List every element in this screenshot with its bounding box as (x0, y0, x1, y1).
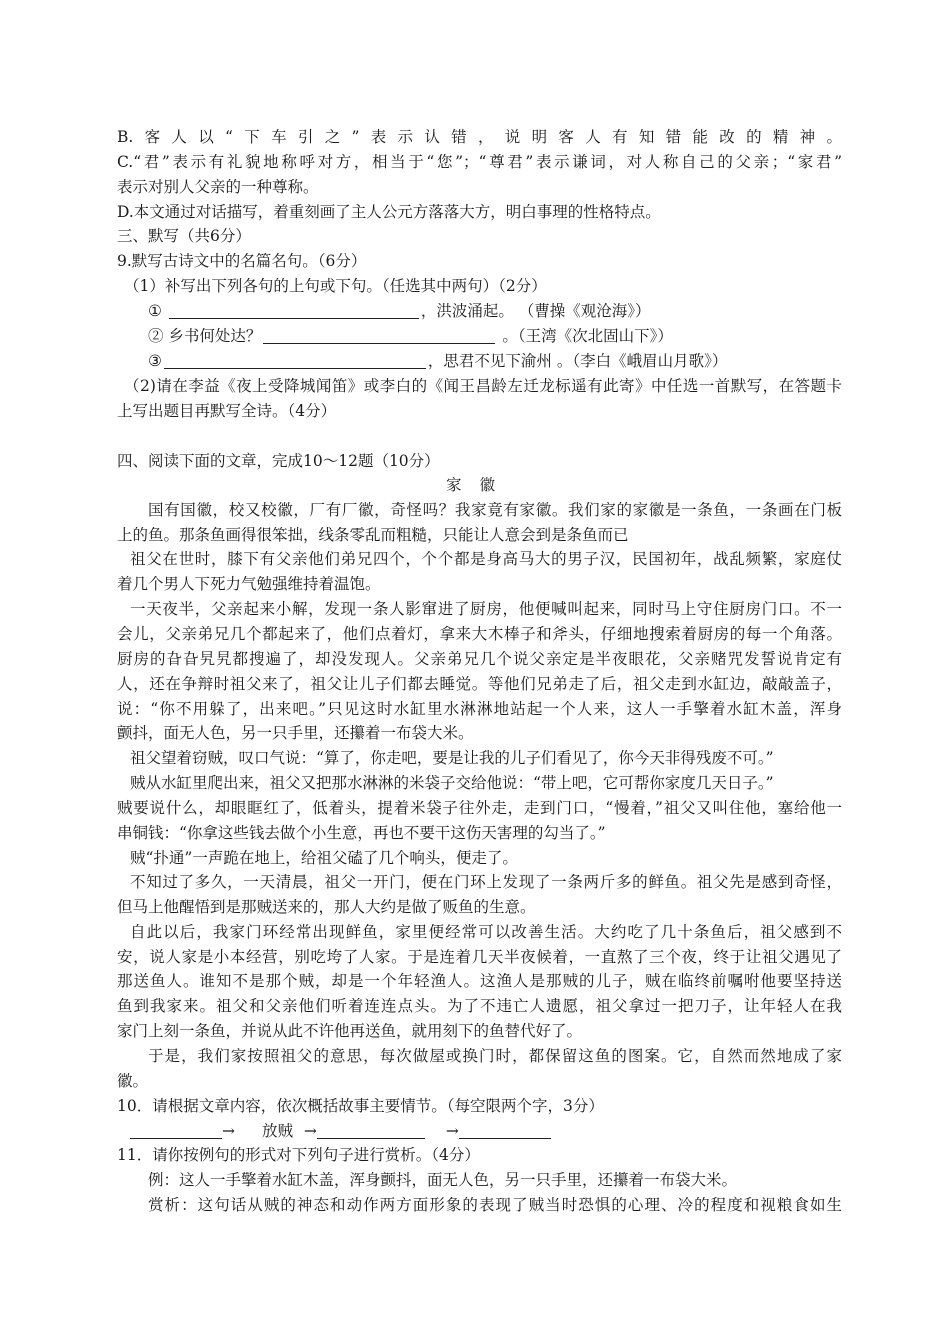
option-c-cont: 表示对别人父亲的一种尊称。 (117, 178, 319, 196)
arrow-icon: → (303, 1122, 317, 1140)
paragraph-8: 自此以后，我家门环经常出现鲜鱼，家里便经常可以改善生活。大约吃了几十条鱼后，祖父感到不 (130, 923, 842, 941)
answer-blank-1[interactable] (169, 302, 419, 319)
item-number-1: ① (148, 302, 162, 320)
paragraph-5-line2: 贼要说什么，却眼眶红了，低着头，提着米袋子往外走，走到门口，“慢着，”祖父又叫住他，塞给他一 (117, 799, 842, 817)
example-analysis: 赏析：这句话从贼的神态和动作两方面形象的表现了贼当时恐惧的心理、冷的程度和视粮食如生 (148, 1196, 842, 1214)
paragraph-3: 一天夜半，父亲起来小解，发现一条人影窜进了厨房，他便喊叫起来，同时马上守住厨房门口。不一 (130, 600, 842, 618)
paragraph-2: 祖父在世时，膝下有父亲他们弟兄四个，个个都是身高马大的男子汉，民国初年，战乱频繁，家庭仗 (130, 550, 842, 568)
plot-blank-1[interactable] (130, 1122, 222, 1139)
paragraph-3-line2: 会儿，父亲弟兄几个都起来了，他们点着灯，拿来大木棒子和斧头，仔细地搜索着厨房的每一个角落。 (117, 625, 842, 643)
paragraph-9: 于是，我们家按照祖父的意思，每次做屋或换门时，都保留这鱼的图案。它，自然而然地成了家 (148, 1047, 842, 1065)
paragraph-1-cont: 上的鱼。那条鱼画得很笨拙，线条零乱而粗糙，只能让人意会到是条鱼而已 (117, 526, 629, 544)
paragraph-4: 祖父望着窃贼，叹口气说：“算了，你走吧，要是让我的儿子们看见了，你今天非得残废不可。” (130, 749, 774, 767)
item-number-3: ③ (148, 352, 162, 370)
question-10: 10．请根据文章内容，依次概括故事主要情节。（每空限两个字，3分） (117, 1097, 604, 1115)
paragraph-6: 贼“扑通”一声跪在地上，给祖父磕了几个响头，便走了。 (130, 849, 518, 867)
paragraph-1: 国有国徽，校又校徽，厂有厂徽，奇怪吗？我家竟有家徽。我们家的家徽是一条鱼，一条画在门板 (148, 501, 842, 519)
question-9-part1: （1）补写出下列各句的上句或下句。（任选其中两句）（2分） (124, 277, 547, 295)
question-11: 11．请你按例句的形式对下列句子进行赏析。（4分） (117, 1146, 480, 1164)
plot-sequence-row (130, 1119, 842, 1143)
fill-line-3-text: ，思君不见下渝州 。（李白《峨眉山月歌》） (427, 352, 728, 370)
fill-line-3 (148, 349, 842, 373)
fill-line-1 (148, 299, 842, 323)
fill-line-2-text: 。（王湾《次北固山下》） (502, 327, 673, 345)
paragraph-9-cont: 徽。 (117, 1072, 149, 1090)
section-four-heading: 四、阅读下面的文章，完成10～12题（10分） (117, 452, 440, 470)
plot-blank-2[interactable] (317, 1122, 425, 1139)
paragraph-5: 贼从水缸里爬出来，祖父又把那水淋淋的米袋子交给他说：“带上吧，它可帮你家度几天日子。” (130, 774, 774, 792)
paragraph-7-cont: 但马上他醒悟到是那贼送来的，那人大约是做了贩鱼的生意。 (117, 898, 536, 916)
option-b: B.客人以“下车引之”表示认错，说明客人有知错能改的精神。 (117, 128, 842, 146)
question-9-part2-cont: 上写出题目再默写全诗。（4分） (117, 402, 337, 420)
paragraph-2-cont: 着几个男人下死力气勉强维持着温饱。 (117, 575, 381, 593)
answer-blank-2[interactable] (263, 327, 495, 344)
fill-line-2 (148, 324, 842, 348)
fill-line-1-text: ，洪波涌起。 （曹操《观沧海》） (420, 302, 651, 320)
paragraph-8-line5: 家门上刻一条鱼，并说从此不许他再送鱼，就用刻下的鱼替代好了。 (117, 1022, 583, 1040)
plot-fixed-step: 放贼 (261, 1122, 293, 1140)
article-title: 家徽 (445, 476, 513, 494)
option-c: C.“君”表示有礼貌地称呼对方，相当于“您”；“尊君”表示谦词，对人称自己的父亲；“家君” (117, 153, 842, 171)
question-9: 9.默写古诗文中的名篇名句。（6分） (117, 252, 367, 270)
paragraph-3-line6: 颤抖，面无人色，另一只手里，还攥着一布袋大米。 (117, 724, 474, 742)
arrow-icon: → (445, 1122, 459, 1140)
paragraph-8-line4: 鱼到我家来。祖父和父亲他们听着连连点头。为了不违亡人遗愿，祖父拿过一把刀子，让年轻人在我 (117, 997, 842, 1015)
paragraph-3-line3: 厨房的旮旮旯旯都搜遍了，却没发现人。父亲弟兄几个说父亲定是半夜眼花，父亲赌咒发誓说肯定有 (117, 650, 842, 668)
paragraph-5-line3: 串铜钱：“你拿这些钱去做个小生意，再也不要干这伤天害理的勾当了。” (117, 824, 606, 842)
paragraph-8-line2: 安，说人家是小本经营，别吃垮了人家。于是连着几天半夜候着，一直熬了三个夜，终于让祖父遇见了 (117, 948, 842, 966)
fill-line-2-prefix: ② 乡书何处达？ (148, 327, 262, 345)
paragraph-7: 不知过了多久，一天清晨，祖父一开门，便在门环上发现了一条两斤多的鲜鱼。祖父先是感到奇怪， (130, 873, 842, 891)
answer-blank-3[interactable] (164, 352, 426, 369)
example-sentence: 例：这人一手擎着水缸木盖，浑身颤抖，面无人色，另一只手里，还攥着一布袋大米。 (148, 1171, 738, 1189)
paragraph-8-line3: 那送鱼人。谁知不是那个贼，却是一个年轻渔人。这渔人是那贼的儿子，贼在临终前嘱咐他要坚持送 (117, 972, 842, 990)
option-d: D.本文通过对话描写，着重刻画了主人公元方落落大方，明白事理的性格特点。 (117, 203, 661, 221)
paragraph-3-line5: 说：“你不用躲了，出来吧。”只见这时水缸里水淋淋地站起一个人来，这人一手擎着水缸木盖，浑身 (117, 700, 842, 718)
paragraph-3-line4: 人，还在争辩时祖父来了，祖父让儿子们都去睡觉。等他们兄弟走了后，祖父走到水缸边，敲敲盖子， (117, 675, 842, 693)
section-three-heading: 三、默写（共6分） (117, 227, 251, 245)
arrow-icon: → (222, 1122, 235, 1140)
plot-blank-3[interactable] (459, 1122, 551, 1139)
question-9-part2: （2)请在李益《夜上受降城闻笛》或李白的《闻王昌龄左迁龙标遥有此寄》中任选一首默写，在答题卡 (124, 377, 842, 395)
